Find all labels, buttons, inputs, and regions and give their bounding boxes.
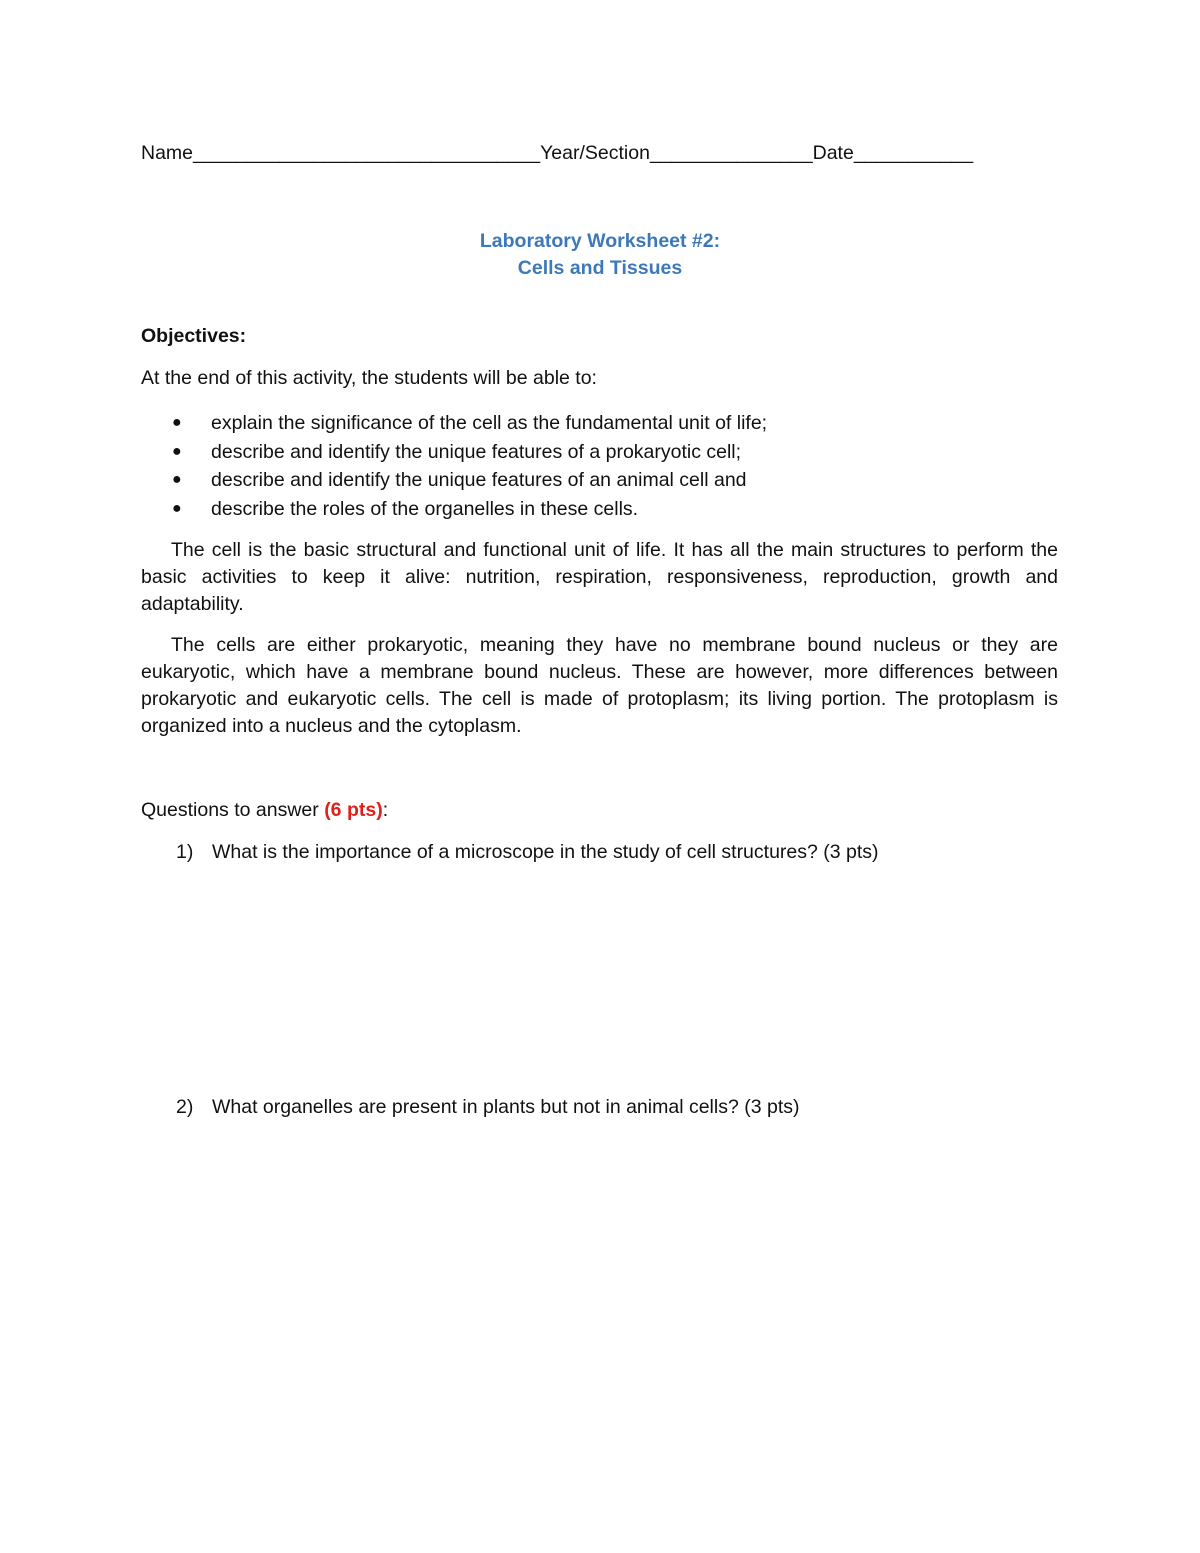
objectives-heading: Objectives: (141, 325, 247, 347)
bullet-icon: ● (172, 414, 182, 431)
bullet-icon: ● (172, 499, 182, 517)
bullet-icon: ● (172, 442, 182, 460)
paragraph-cell-types: The cells are either prokaryotic, meaning they have no membrane bound nucleus or they are eukaryotic, which have a membrane bound nucleus. These are however, more differences between prokaryotic and eukaryotic cells. The cell is made of protoplasm; its living portion. The protoplasm is organized into a nucleus and the cytoplasm. (141, 634, 1058, 737)
year-section-field[interactable]: _______________ (649, 142, 813, 164)
question-text: What organelles are present in plants but not in animal cells? (3 pts) (212, 1096, 800, 1118)
questions-heading (141, 799, 388, 822)
worksheet-title (0, 228, 1200, 282)
title-line-2: Cells and Tissues (517, 257, 683, 279)
question-number: 2) (176, 1096, 194, 1118)
questions-heading-text: Questions to answer (141, 799, 325, 821)
questions-heading-colon: : (382, 799, 389, 821)
objectives-intro: At the end of this activity, the students will be able to: (141, 367, 597, 389)
objective-text: describe and identify the unique features of a prokaryotic cell; (211, 440, 742, 463)
bullet-icon: ● (172, 471, 182, 488)
name-field[interactable]: ________________________________ (193, 142, 541, 164)
objective-item (141, 495, 1061, 524)
objectives-list (141, 409, 1061, 523)
questions-points: (6 pts) (324, 799, 383, 821)
date-field[interactable]: ___________ (853, 142, 974, 164)
paragraph-cell-basics: The cell is the basic structural and functional unit of life. It has all the main structures to perform the basic activities to keep it alive: nutrition, respiration, responsiveness, reproduction, growth and adaptability. (141, 539, 1058, 615)
objective-item (141, 409, 1061, 438)
question-text: What is the importance of a microscope in the study of cell structures? (3 pts) (212, 841, 879, 863)
objective-item (141, 438, 1061, 467)
name-label: Name (141, 142, 194, 164)
year-section-label: Year/Section (540, 142, 650, 164)
objective-text: describe the roles of the organelles in these cells. (211, 497, 639, 520)
date-label: Date (812, 142, 854, 164)
objective-item (141, 466, 1061, 495)
student-info-line (141, 142, 1061, 165)
question-number: 1) (176, 841, 194, 863)
objective-text: describe and identify the unique features of an animal cell and (211, 469, 747, 491)
objective-text: explain the significance of the cell as the fundamental unit of life; (211, 412, 768, 434)
title-line-1: Laboratory Worksheet #2: (479, 230, 721, 252)
